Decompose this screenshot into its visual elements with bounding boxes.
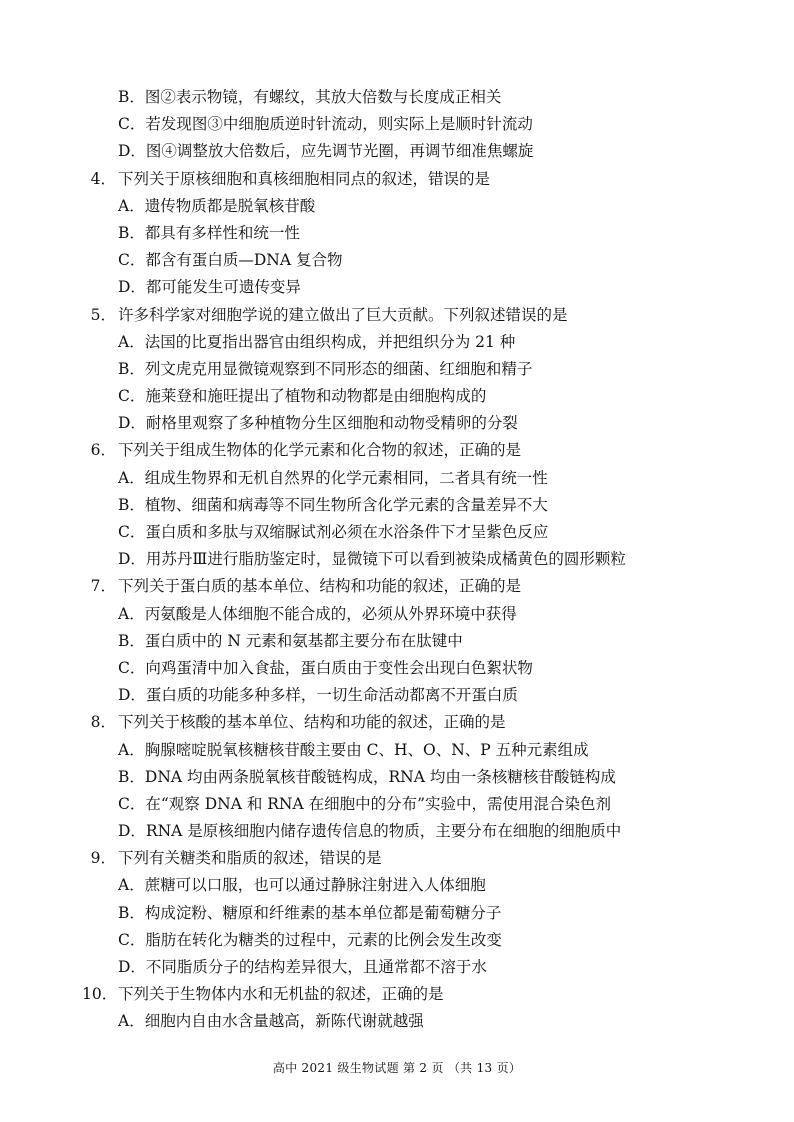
answer-option: B．列文虎克用显微镜观察到不同形态的细菌、红细胞和精子: [118, 359, 533, 378]
question-number: 9．: [90, 849, 116, 868]
question-stem: [82, 166, 722, 193]
question-number: 6．: [90, 441, 116, 460]
question-text: 许多科学家对细胞学说的建立做出了巨大贡献。下列叙述错误的是: [118, 305, 568, 324]
question-stem: [82, 573, 722, 600]
answer-option: A．丙氨酸是人体细胞不能合成的，必须从外界环境中获得: [118, 604, 517, 623]
question-stem: [82, 302, 722, 329]
question-text: 下列关于蛋白质的基本单位、结构和功能的叙述，正确的是: [118, 577, 522, 596]
answer-option: C．若发现图③中细胞质逆时针流动，则实际上是顺时针流动: [118, 115, 533, 134]
answer-option: D．用苏丹Ⅲ进行脂肪鉴定时，显微镜下可以看到被染成橘黄色的圆形颗粒: [118, 550, 626, 569]
answer-option: C．向鸡蛋清中加入食盐，蛋白质由于变性会出现白色絮状物: [118, 658, 533, 677]
question-stem: [82, 709, 722, 736]
answer-option: A．细胞内自由水含量越高，新陈代谢就越强: [118, 1012, 424, 1031]
answer-option: B．构成淀粉、糖原和纤维素的基本单位都是葡萄糖分子: [118, 903, 502, 922]
answer-option: D．图④调整放大倍数后，应先调节光圈，再调节细准焦螺旋: [118, 142, 534, 161]
answer-option: D．不同脂质分子的结构差异很大，且通常都不溶于水: [118, 958, 487, 976]
answer-option: A．法国的比夏指出器官由组织构成，并把组织分为 21 种: [118, 332, 516, 351]
question-stem: [82, 845, 722, 872]
answer-option: A．组成生物界和无机自然界的化学元素相同，二者具有统一性: [118, 468, 548, 487]
answer-option: B．都具有多样性和统一性: [118, 223, 300, 242]
answer-option: D．RNA 是原核细胞内储存遗传信息的物质，主要分布在细胞的细胞质中: [118, 822, 622, 841]
answer-option: D．耐格里观察了多种植物分生区细胞和动物受精卵的分裂: [118, 414, 518, 433]
answer-option: B．DNA 均由两条脱氧核苷酸链构成，RNA 均由一条核糖核苷酸链构成: [118, 767, 616, 786]
answer-option: A．胸腺嘧啶脱氧核糖核苷酸主要由 C、H、O、N、P 五种元素组成: [118, 740, 589, 759]
answer-option: B．植物、细菌和病毒等不同生物所含化学元素的含量差异不大: [118, 495, 548, 514]
question-text: 下列关于组成生物体的化学元素和化合物的叙述，正确的是: [118, 441, 522, 460]
answer-option: B．蛋白质中的 N 元素和氨基都主要分布在肽键中: [118, 631, 463, 650]
question-stem: [82, 981, 722, 1008]
answer-option: C．施莱登和施旺提出了植物和动物都是由细胞构成的: [118, 387, 487, 406]
question-number: 5．: [90, 305, 116, 324]
answer-option: B．图②表示物镜，有螺纹，其放大倍数与长度成正相关: [118, 88, 502, 106]
answer-option: C．都含有蛋白质—DNA 复合物: [118, 251, 343, 270]
answer-option: D．都可能发生可遗传变异: [118, 278, 301, 297]
question-list: [82, 84, 722, 1036]
answer-option: A．遗传物质都是脱氧核苷酸: [118, 196, 316, 215]
answer-option: A．蔗糖可以口服，也可以通过静脉注射进入人体细胞: [118, 876, 486, 895]
answer-option: C．在“观察 DNA 和 RNA 在细胞中的分布”实验中，需使用混合染色剂: [118, 794, 612, 813]
question-text: 下列关于生物体内水和无机盐的叙述，正确的是: [118, 985, 444, 1004]
question-stem: [82, 437, 722, 464]
question-number: 10．: [82, 985, 118, 1004]
answer-option: C．脂肪在转化为糖类的过程中，元素的比例会发生改变: [118, 930, 502, 949]
question-number: 4．: [90, 169, 116, 188]
question-text: 下列关于原核细胞和真核细胞相同点的叙述，错误的是: [118, 169, 491, 188]
question-number: 7．: [90, 577, 116, 596]
page-footer: 高中 2021 级生物试题 第 2 页 （共 13 页）: [272, 1061, 522, 1075]
question-text: 下列有关糖类和脂质的叙述，错误的是: [118, 849, 382, 868]
answer-option: D．蛋白质的功能多种多样，一切生命活动都离不开蛋白质: [118, 686, 518, 705]
question-text: 下列关于核酸的基本单位、结构和功能的叙述，正确的是: [118, 713, 506, 732]
answer-option: C．蛋白质和多肽与双缩脲试剂必须在水浴条件下才呈紫色反应: [118, 523, 549, 541]
question-number: 8．: [90, 713, 116, 732]
